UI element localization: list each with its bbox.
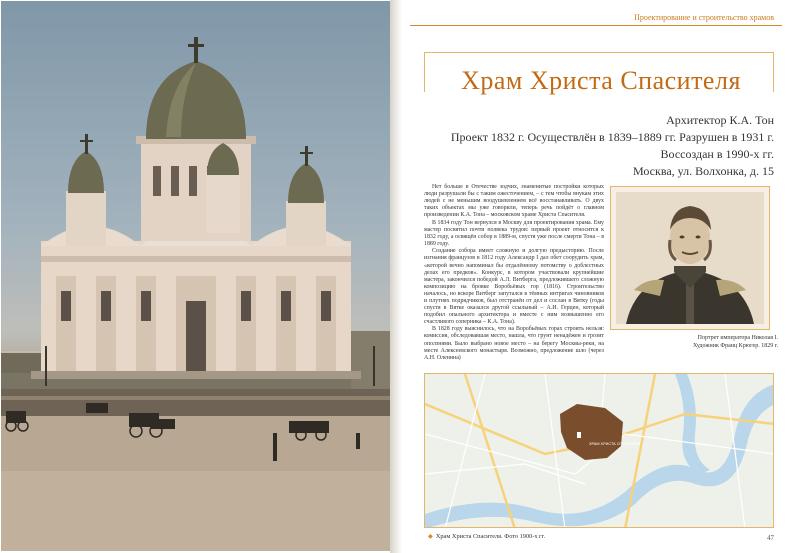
meta-architect: Архитектор К.А. Тон — [666, 113, 774, 127]
portrait-caption — [693, 334, 778, 350]
portrait-caption-artist: Художник Франц Крюгер. 1829 г. — [693, 343, 778, 349]
portrait-image — [616, 192, 764, 324]
cathedral-illustration — [1, 1, 390, 551]
meta-dates: Проект 1832 г. Осуществлён в 1839–1889 гг. Разрушен в 1931 г. — [450, 130, 774, 144]
photo-caption-text: Храм Христа Спасителя. Фото 1900-х гг. — [435, 533, 546, 540]
caption-bullet-icon: ◆ — [428, 533, 433, 540]
portrait-caption-title: Портрет императора Николая I. — [697, 335, 778, 341]
emperor-portrait-illustration — [616, 192, 764, 324]
paragraph: Создание собора имеет сложную и долгую предысторию. После изгнания французов в 1812 году Александр I дал обет соорудить храм, «которой вечно напоминал бы отдалённому потомству о доблестных делах его предков». Конкурс, в котором участвовали крупнейшие мастера, закончился победой А.Л. Витберга, предложившего сложную композицию на бровке Воробьёвых гор (1816). Строительство началось, но вскоре Витберг запутался в тёмных интригах чиновников и плутнях подрядчиков, был отстранён от дел и сослан в Вятку (годы спустя в Вятке оказался другой ссыльный – А.И. Герцен, который подобил опального архитектора и вместе с ним возвышенно его счастливого соперника – К.А. Тона). — [424, 248, 604, 325]
photo-caption — [428, 533, 545, 540]
article-body — [424, 184, 604, 362]
location-map — [424, 373, 774, 528]
meta-restored: Воссоздан в 1990-х гг. — [660, 147, 774, 161]
city-map-illustration — [425, 374, 774, 528]
header-rule — [410, 25, 782, 26]
paragraph: В 1834 году Тон вернулся в Москву для проектирования храма. Ему мастер посвятил почти полвека трудов: первый проект относится к 1832 году, а освящён собор в 1889-м, спустя уже после смерти Тона – в 1889 году. — [424, 219, 604, 247]
article-meta — [451, 112, 774, 180]
page-gutter — [390, 0, 402, 553]
map-temple-label: ХРАМ ХРИСТА СПАСИТЕЛЯ — [589, 442, 641, 446]
cathedral-photo — [1, 1, 390, 551]
article-title: Храм Христа Спасителя — [461, 66, 741, 95]
page-number: 47 — [767, 534, 774, 542]
running-header: Проектирование и строительство храмов — [634, 13, 774, 22]
right-page — [402, 0, 800, 553]
meta-address: Москва, ул. Волхонка, д. 15 — [633, 164, 774, 178]
paragraph: Нет больше в Отечестве зодчих, знаменитые постройки которых люди разрушали бы с таким ожесточением, – с тем чтобы внукам этих людей с не меньшим воодушевлением всё восстанавливать. О двух таких объектах мы уже говорили, теперь речь пойдёт о главном произведении К.А. Тона – московском храме Христа Спасителя. — [424, 184, 604, 219]
portrait-frame — [610, 186, 770, 330]
paragraph: В 1828 году выяснилось, что на Воробьёвых горах строить нельзя: комиссия, обследовавшая место, нашла, что грунт ненадёжен и грозит оползнями. Было выбрано новое место – на берегу Москвы-реки, на месте Алексеевского монастыря. Возможно, предложение шло (через А.Н. Оленина) — [424, 326, 604, 361]
